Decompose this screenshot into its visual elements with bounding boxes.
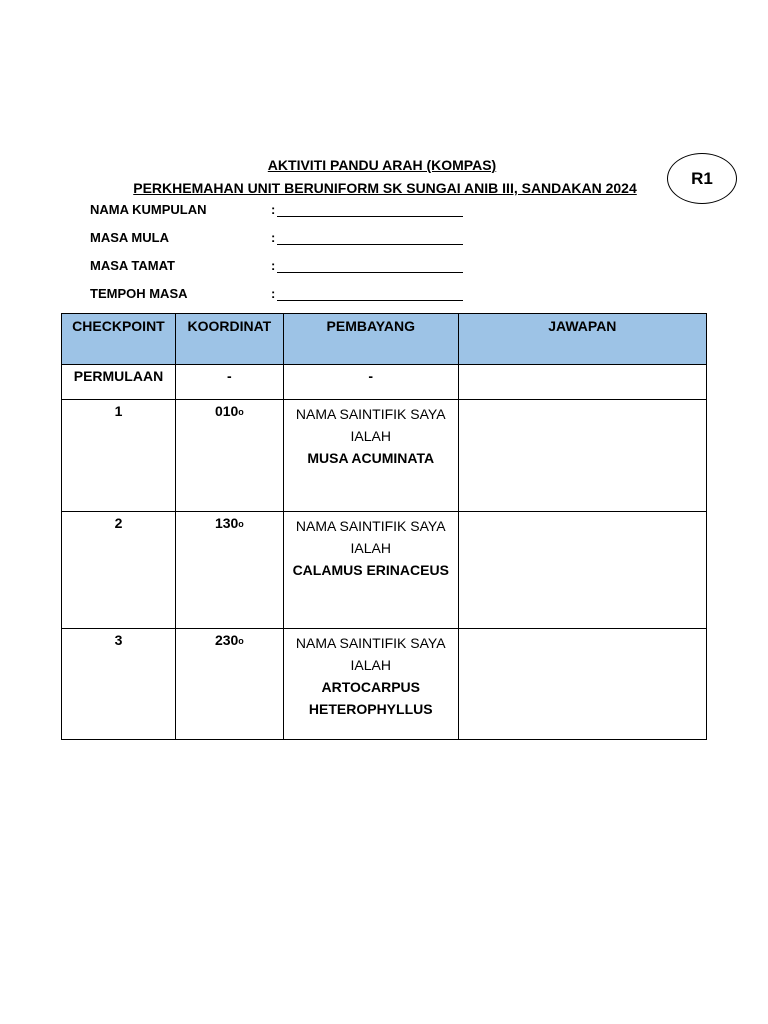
hint-scientific-name: ARTOCARPUS HETEROPHYLLUS: [308, 679, 433, 717]
field-label: NAMA KUMPULAN: [90, 202, 207, 217]
cell-checkpoint: 3: [62, 629, 176, 740]
cell-pembayang: [283, 400, 458, 512]
field-blank-line[interactable]: [277, 232, 463, 245]
hint-prefix: NAMA SAINTIFIK SAYA IALAH: [295, 518, 446, 556]
hint-prefix: NAMA SAINTIFIK SAYA IALAH: [295, 406, 446, 444]
cell-koordinat: [175, 512, 283, 629]
hint-scientific-name: MUSA ACUMINATA: [307, 450, 435, 466]
document-subtitle: PERKHEMAHAN UNIT BERUNIFORM SK SUNGAI ANIB III, SANDAKAN 2024: [133, 180, 637, 196]
checkpoint-table: [61, 313, 707, 740]
header-pembayang: PEMBAYANG: [283, 314, 458, 365]
koordinat-value: 130: [214, 515, 239, 531]
field-colon: :: [271, 258, 276, 273]
cell-koordinat: -: [175, 365, 283, 400]
cell-koordinat: [175, 400, 283, 512]
cell-checkpoint: PERMULAAN: [62, 365, 176, 400]
cell-checkpoint: 1: [62, 400, 176, 512]
cell-pembayang: [283, 629, 458, 740]
koordinat-value: 230: [214, 632, 239, 648]
degree-symbol: o: [238, 636, 244, 646]
station-badge: R1: [667, 153, 737, 204]
header-jawapan: JAWAPAN: [458, 314, 706, 365]
field-colon: :: [271, 202, 276, 217]
cell-pembayang: -: [283, 365, 458, 400]
cell-jawapan[interactable]: [458, 365, 706, 400]
table-header-row: [62, 314, 707, 365]
cell-jawapan[interactable]: [458, 512, 706, 629]
field-blank-line[interactable]: [277, 288, 463, 301]
cell-jawapan[interactable]: [458, 629, 706, 740]
document-title: AKTIVITI PANDU ARAH (KOMPAS): [267, 157, 497, 173]
field-label: MASA MULA: [90, 230, 169, 245]
table-row-start: [62, 365, 707, 400]
hint-scientific-name: CALAMUS ERINACEUS: [292, 562, 449, 578]
field-colon: :: [271, 230, 276, 245]
degree-symbol: o: [238, 407, 244, 417]
header-koordinat: KOORDINAT: [175, 314, 283, 365]
field-label: MASA TAMAT: [90, 258, 175, 273]
header-checkpoint: CHECKPOINT: [62, 314, 176, 365]
field-blank-line[interactable]: [277, 204, 463, 217]
field-masa-tamat: [90, 258, 463, 273]
table-row: [62, 400, 707, 512]
field-masa-mula: [90, 230, 463, 245]
field-tempoh-masa: [90, 286, 463, 301]
table-row: [62, 512, 707, 629]
field-colon: :: [271, 286, 276, 301]
degree-symbol: o: [238, 519, 244, 529]
cell-checkpoint: 2: [62, 512, 176, 629]
koordinat-value: 010: [214, 403, 239, 419]
field-nama-kumpulan: [90, 202, 463, 217]
field-label: TEMPOH MASA: [90, 286, 188, 301]
field-blank-line[interactable]: [277, 260, 463, 273]
table-row: [62, 629, 707, 740]
hint-prefix: NAMA SAINTIFIK SAYA IALAH: [295, 635, 446, 673]
cell-jawapan[interactable]: [458, 400, 706, 512]
cell-pembayang: [283, 512, 458, 629]
cell-koordinat: [175, 629, 283, 740]
